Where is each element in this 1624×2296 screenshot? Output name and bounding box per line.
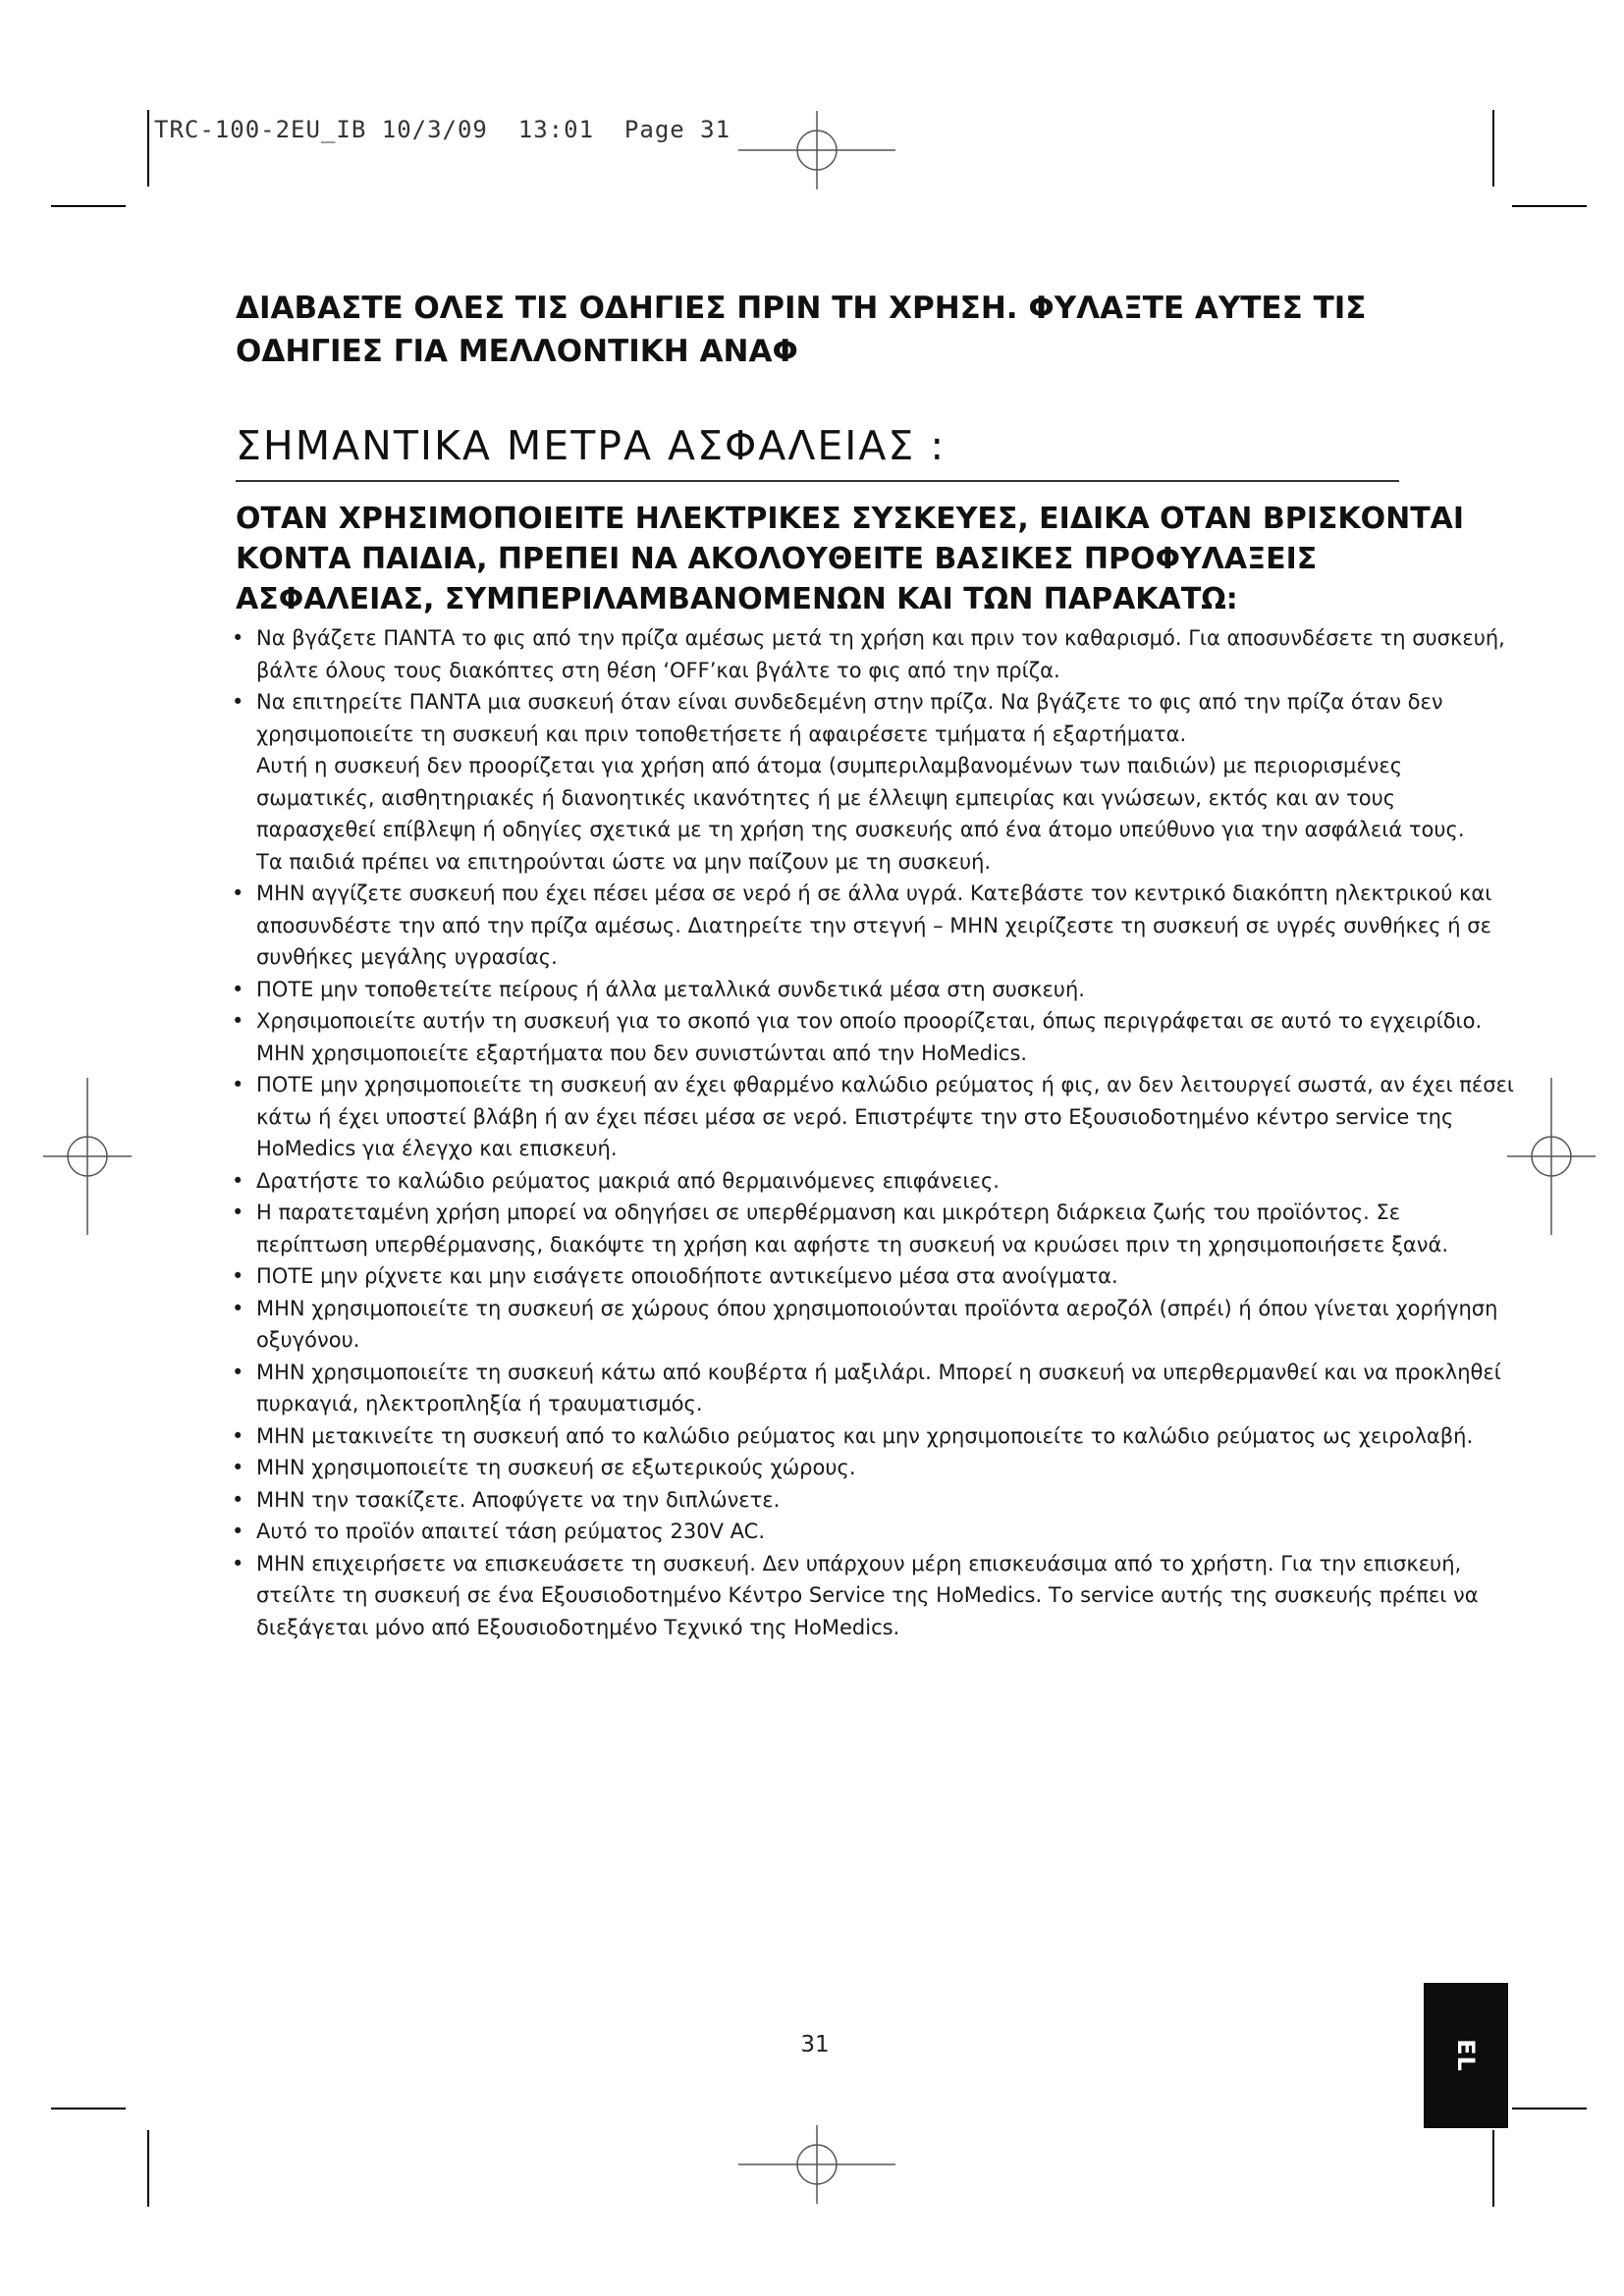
print-slug: TRC-100-2EU_IB 10/3/09 13:01 Page 31	[154, 116, 731, 143]
list-item: • ΠΟΤΕ μην χρησιμοποιείτε τη συσκευή αν έχει φθαρμένο καλώδιο ρεύματος ή φις, αν δεν λειτουργεί σωστά, αν έχει πέσει κάτω ή έχει υποστεί βλάβη ή αν έχει πέσει μέσα σε νερό. Επιστρέψτε την στο Εξουσιοδοτημένο κέντρο service της HoMedics για έλεγχο και επισκευή.	[232, 1069, 1518, 1165]
crop-mark	[51, 205, 126, 207]
safety-title: ΣΗΜΑΝΤΙΚΑ ΜΕΤΡΑ ΑΣΦΑΛΕΙΑΣ :	[236, 422, 947, 469]
crop-mark	[147, 2130, 149, 2207]
list-item	[232, 686, 1518, 878]
title-rule	[236, 480, 1399, 482]
list-item: • ΜΗΝ χρησιμοποιείτε τη συσκευή κάτω από κουβέρτα ή μαξιλάρι. Μπορεί η συσκευή να υπερθερμανθεί και να προκληθεί πυρκαγιά, ηλεκτροπληξία ή τραυματισμός.	[232, 1357, 1518, 1420]
registration-mark-right	[1507, 1078, 1596, 1235]
language-tab	[1424, 1983, 1508, 2128]
list-item: • Χρησιμοποιείτε αυτήν τη συσκευή για το σκοπό για τον οποίο προορίζεται, όπως περιγράφεται σε αυτό το εγχειρίδιο. ΜΗΝ χρησιμοποιείτε εξαρτήματα που δεν συνιστώνται από την HoMedics.	[232, 1005, 1518, 1069]
crop-mark	[51, 2108, 126, 2109]
crop-mark	[147, 110, 149, 187]
list-item: • ΠΟΤΕ μην ρίχνετε και μην εισάγετε οποιοδήποτε αντικείμενο μέσα στα ανοίγματα.	[232, 1260, 1518, 1293]
list-item: • ΜΗΝ επιχειρήσετε να επισκευάσετε τη συσκευή. Δεν υπάρχουν μέρη επισκευάσιμα από το χρήστη. Για την επισκευή, στείλτε τη συσκευή σε ένα Εξουσιοδοτημένο Κέντρο Service της HoMedics. Το service αυτής της συσκευής πρέπει να διεξάγεται μόνο από Εξουσιοδοτημένο Τεχνικό της HoMedics.	[232, 1548, 1518, 1644]
list-item: • ΜΗΝ μετακινείτε τη συσκευή από το καλώδιο ρεύματος και μην χρησιμοποιείτε το καλώδιο ρεύματος ως χειρολαβή.	[232, 1420, 1518, 1453]
language-tab-label: EL	[1452, 2039, 1480, 2072]
list-item: • ΜΗΝ αγγίζετε συσκευή που έχει πέσει μέσα σε νερό ή σε άλλα υγρά. Κατεβάστε τον κεντρικό διακόπτη ηλεκτρικού και αποσυνδέστε την από την πρίζα αμέσως. Διατηρείτε την στεγνή – ΜΗΝ χειρίζεστε τη συσκευή σε υγρές συνθήκες ή σε συνθήκες μεγάλης υγρασίας.	[232, 878, 1518, 974]
registration-mark-top	[738, 106, 895, 194]
list-item-paragraph: Τα παιδιά πρέπει να επιτηρούνται ώστε να μην παίζουν με τη συσκευή.	[256, 849, 992, 874]
registration-mark-bottom	[738, 2120, 895, 2209]
list-item: • Να βγάζετε ΠΑΝΤΑ το φις από την πρίζα αμέσως μετά τη χρήση και πριν τον καθαρισμό. Για αποσυνδέσετε τη συσκευή, βάλτε όλους τους διακόπτες στη θέση ‘OFF’και βγάλτε το φις από την πρίζα.	[232, 622, 1518, 686]
registration-mark-left	[43, 1078, 132, 1235]
crop-mark	[1492, 2130, 1494, 2207]
list-item: • Η παρατεταμένη χρήση μπορεί να οδηγήσει σε υπερθέρμανση και μικρότερη διάρκεια ζωής του προϊόντος. Σε περίπτωση υπερθέρμανσης, διακόψτε τη χρήση και αφήστε τη συσκευή να κρυώσει πριν τη χρησιμοποιήσετε ξανά.	[232, 1197, 1518, 1260]
list-item: • ΠΟΤΕ μην τοποθετείτε πείρους ή άλλα μεταλλικά συνδετικά μέσα στη συσκευή.	[232, 974, 1518, 1006]
precautions-heading: ΟΤΑΝ ΧΡΗΣΙΜΟΠΟΙΕΙΤΕ ΗΛΕΚΤΡΙΚΕΣ ΣΥΣΚΕΥΕΣ, ΕΙΔΙΚΑ ΟΤΑΝ ΒΡΙΣΚΟΝΤΑΙ ΚΟΝΤΑ ΠΑΙΔΙΑ, ΠΡΕΠΕΙ ΝΑ ΑΚΟΛΟΥΘΕΙΤΕ ΒΑΣΙΚΕΣ ΠΡΟΦΥΛΑΞΕΙΣ ΑΣΦΑΛΕΙΑΣ, ΣΥΜΠΕΡΙΛΑΜΒΑΝΟΜΕΝΩΝ ΚΑΙ ΤΩΝ ΠΑΡΑΚΑΤΩ:	[236, 502, 1465, 616]
crop-mark	[1512, 205, 1587, 207]
page-number: 31	[800, 2032, 830, 2057]
list-item-paragraph: • Να επιτηρείτε ΠΑΝΤΑ μια συσκευή όταν είναι συνδεδεμένη στην πρίζα. Να βγάζετε το φις από την πρίζα όταν δεν χρησιμοποιείτε τη συσκευή και πριν τοποθετήσετε ή αφαιρέσετε τμήματα ή εξαρτήματα.	[256, 690, 1443, 746]
crop-mark	[1492, 110, 1494, 187]
list-item: • ΜΗΝ χρησιμοποιείτε τη συσκευή σε εξωτερικούς χώρους.	[232, 1452, 1518, 1484]
list-item: • ΜΗΝ χρησιμοποιείτε τη συσκευή σε χώρους όπου χρησιμοποιούνται προϊόντα αεροζόλ (σπρέι) ή όπου γίνεται χορήγηση οξυγόνου.	[232, 1293, 1518, 1357]
list-item: • Αυτό το προϊόν απαιτεί τάση ρεύματος 230V AC.	[232, 1516, 1518, 1548]
crop-mark	[1512, 2108, 1587, 2109]
list-item: • Δρατήστε το καλώδιο ρεύματος μακριά από θερμαινόμενες επιφάνειες.	[232, 1165, 1518, 1198]
safety-list	[232, 622, 1518, 1643]
list-item-paragraph: Αυτή η συσκευή δεν προορίζεται για χρήση από άτομα (συμπεριλαμβανομένων των παιδιών) με περιορισμένες σωματικές, αισθητηριακές ή διανοητικές ικανότητες ή με έλλειψη εμπειρίας και γνώσεων, εκτός και αν τους παρασχεθεί επίβλεψη ή οδηγίες σχετικά με τη χρήση της συσκευής από ένα άτομο υπεύθυνο για την ασφάλειά τους.	[256, 754, 1465, 841]
read-instructions-heading: ΔΙΑΒΑΣΤΕ ΟΛΕΣ ΤΙΣ ΟΔΗΓΙΕΣ ΠΡΙΝ ΤΗ ΧΡΗΣΗ. ΦΥΛΑΞΤΕ ΑΥΤΕΣ ΤΙΣ ΟΔΗΓΙΕΣ ΓΙΑ ΜΕΛΛΟΝΤΙΚΗ ΑΝΑΦ	[236, 291, 1367, 369]
list-item: • ΜΗΝ την τσακίζετε. Αποφύγετε να την διπλώνετε.	[232, 1484, 1518, 1517]
